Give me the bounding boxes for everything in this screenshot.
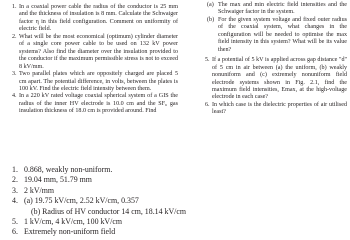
question-number: 1. xyxy=(12,4,17,10)
answer-1 xyxy=(12,165,350,175)
answer-text: 19.04 mm, 51.79 mm xyxy=(24,175,92,185)
question-6 xyxy=(205,102,347,117)
answer-3 xyxy=(12,186,350,196)
answer-text: 0.868, weakly non-uniform. xyxy=(24,165,113,174)
question-1 xyxy=(12,4,178,34)
answer-number: 3. xyxy=(12,185,18,195)
question-number: 6. xyxy=(205,101,210,108)
answer-text: (b) Radius of HV conductor 14 cm, 18.14 kV/cm xyxy=(31,206,187,216)
question-3 xyxy=(12,71,178,93)
answers-list xyxy=(12,165,350,238)
subpart-text: The max and min electric field intensities and the Schwaiger factor in the system. xyxy=(218,2,347,16)
question-text: If a potential of 5 kV is applied across gap distance "d" of 5 cm in air between (a) the uniform, (b) weakly nonuniform and (c) extremely nonuniform field electrode systems shown in Fig. 2.1, find the maximum field intensities, Emax, at the high-voltage electrode in each case? xyxy=(212,57,347,101)
question-4a xyxy=(205,2,347,17)
answer-5 xyxy=(12,217,350,227)
answer-text: 1 kV/cm, 4 kV/cm, 100 kV/cm xyxy=(24,217,122,227)
question-number: 4. xyxy=(12,93,17,100)
subpart-label: (b) xyxy=(207,16,215,23)
answer-text: (a) 19.75 kV/cm, 2.52 kV/cm, 0.357 xyxy=(24,196,139,206)
answer-text: 2 kV/mm xyxy=(24,185,55,195)
question-2 xyxy=(12,34,178,71)
question-number: 2. xyxy=(12,33,17,40)
answer-number: 5. xyxy=(12,217,18,227)
answer-6 xyxy=(12,227,350,237)
subpart-text: For the given system voltage and fixed outer radius of the coaxial system, what changes in the configuration will be needed to optimise the max field intensity in this system? What will be its value then? xyxy=(218,16,347,53)
answer-number: 4. xyxy=(12,196,18,206)
questions-left-column xyxy=(12,4,178,116)
answer-text: Extremely non-uniform field xyxy=(24,227,116,237)
question-text: In a 220 kV rated voltage coaxial spherical system of a GIS the radius of the inner HV electrode is 10.0 cm and the SF₆ gas insulation thickness of 18.0 cm is provided around. Find xyxy=(19,93,178,115)
question-text: What will be the most economical (optimum) cylinder diameter of a single core power cable to be used on 132 kV power systems? Also find the diameter over the insulation provided to the conductor if the maximum permissible stress is not to exceed 8 kV/mm. xyxy=(19,33,178,70)
answer-4b xyxy=(12,207,350,217)
question-4 xyxy=(12,93,178,115)
answer-number: 1. xyxy=(12,165,18,174)
question-number: 5. xyxy=(205,57,210,64)
subpart-label: (a) xyxy=(207,2,214,8)
question-4b xyxy=(205,17,347,54)
question-number: 3. xyxy=(12,71,17,78)
questions-right-column xyxy=(205,2,347,117)
question-text: In a coaxial power cable the radius of the conductor is 25 mm and the thickness of insulation is 8 mm. Calculate the Schwaiger factor η in this field configuration. Comment on uniformity of electric field. xyxy=(19,4,178,33)
answer-number: 6. xyxy=(12,227,18,237)
question-text: In which case is the dielectric properties of air utilised least? xyxy=(212,101,347,116)
question-text: Two parallel plates which are oppositely charged are placed 5 cm apart. The potential difference, in volts, between the plates is 100 kV. Find the electric field intensity between them. xyxy=(19,71,178,92)
question-5 xyxy=(205,57,347,102)
answer-2 xyxy=(12,175,350,185)
answer-4a xyxy=(12,196,350,206)
answer-number: 2. xyxy=(12,175,18,185)
